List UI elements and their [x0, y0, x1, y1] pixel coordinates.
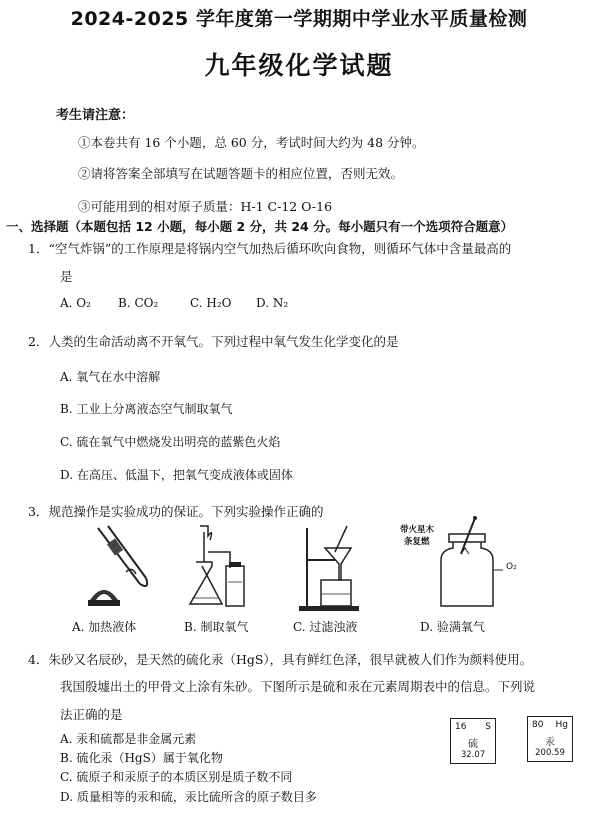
figure-heating-liquid: [80, 522, 160, 612]
question-1-text-line1: 1．“空气炸锅”的工作原理是将锅内空气加热后循环吹向食物，则循环气体中含量最高的: [28, 241, 512, 256]
figure-preparing-oxygen: [180, 522, 260, 614]
figure-d-label-line2: 条复燃: [404, 537, 430, 547]
notice-item-2: ②请将答案全部填写在试题答题卡的相应位置，否则无效。: [78, 166, 404, 181]
question-4-option-a: A. 汞和硫都是非金属元素: [60, 732, 197, 746]
section-heading: 一、选择题（本题包括 12 小题，每小题 2 分，共 24 分。每小题只有一个选项符合题意）: [6, 219, 514, 234]
question-4-option-d: D. 质量相等的汞和硫，汞比硫所含的原子数目多: [60, 790, 317, 804]
figure-d-gas-label: O₂: [506, 562, 517, 572]
question-2-option-c: C. 硫在氧气中燃烧发出明亮的蓝紫色火焰: [60, 435, 281, 449]
element-number: 16: [455, 722, 467, 732]
question-1-option-d: D. N₂: [256, 296, 289, 310]
element-cell-mercury: [527, 716, 573, 762]
question-3-text: 3．规范操作是实验成功的保证。下列实验操作正确的: [28, 504, 324, 519]
question-4-text-line3: 法正确的是: [60, 707, 123, 722]
question-3-option-b: B. 制取氧气: [184, 620, 249, 634]
question-3-option-c: C. 过滤浊液: [293, 620, 358, 634]
element-name: 硫: [468, 739, 478, 750]
element-mass: 32.07: [460, 750, 486, 760]
question-4-option-b: B. 硫化汞（HgS）属于氧化物: [60, 751, 223, 765]
figure-d-label-line1: 带火星木: [400, 525, 435, 535]
question-2-option-a: A. 氧气在水中溶解: [60, 370, 161, 384]
element-cell-sulfur: [450, 718, 496, 764]
figure-d-label: [400, 524, 434, 548]
question-2-option-d: D. 在高压、低温下，把氧气变成液体或固体: [60, 468, 293, 482]
question-4-text-line2: 我国殷墟出土的甲骨文上涂有朱砂。下图所示是硫和汞在元素周期表中的信息。下列说: [60, 679, 536, 694]
question-4-text-line1: 4．朱砂又名辰砂，是天然的硫化汞（HgS），具有鲜红色泽，很早就被人们作为颜料使用。: [28, 652, 533, 667]
question-3-option-d: D. 验满氧气: [420, 620, 485, 634]
element-number: 80: [532, 720, 544, 730]
element-symbol: S: [485, 722, 491, 732]
element-name: 汞: [545, 737, 555, 748]
question-2-option-b: B. 工业上分离液态空气制取氧气: [60, 402, 233, 416]
question-4-option-c: C. 硫原子和汞原子的本质区别是质子数不同: [60, 770, 293, 784]
question-2-text: 2．人类的生命活动离不开氧气。下列过程中氧气发生化学变化的是: [28, 334, 399, 349]
question-1-option-b: B. CO₂: [118, 296, 159, 310]
notice-item-3: ③可能用到的相对原子质量：H-1 C-12 O-16: [78, 199, 333, 214]
question-1-option-a: A. O₂: [60, 296, 91, 310]
element-mass: 200.59: [535, 748, 565, 758]
question-3-option-a: A. 加热液体: [72, 620, 137, 634]
notice-heading: 考生请注意：: [56, 108, 135, 123]
question-1-option-c: C. H₂O: [190, 296, 232, 310]
exam-title-line2: 九年级化学试题: [204, 51, 394, 80]
element-symbol: Hg: [555, 720, 568, 730]
question-1-text-line2: 是: [60, 269, 73, 284]
figure-filtering-liquid: [295, 522, 375, 614]
notice-item-1: ①本卷共有 16 个小题，总 60 分，考试时间大约为 48 分钟。: [78, 135, 425, 150]
exam-title-line1: 2024-2025 学年度第一学期期中学业水平质量检测: [70, 8, 528, 30]
